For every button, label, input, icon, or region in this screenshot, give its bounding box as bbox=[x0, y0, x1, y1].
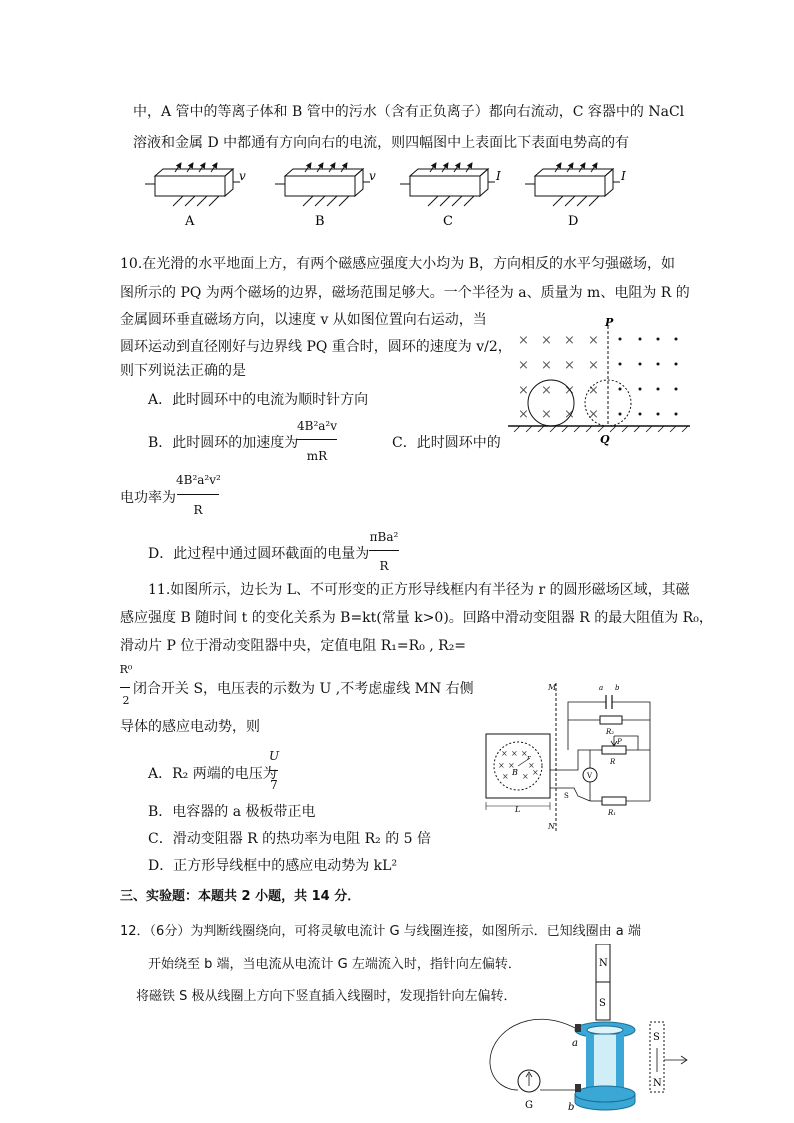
q9-box-b bbox=[275, 163, 370, 206]
q11-line3: 滑动片 P 位于滑动变阻器中央，定值电阻 R₁=R₀ , R₂= bbox=[120, 638, 467, 654]
q12-coil-body bbox=[591, 1034, 619, 1094]
svg-text:×: × bbox=[501, 749, 508, 758]
q11-option-a: A．R₂ 两端的电压为 bbox=[148, 766, 277, 782]
q10-option-b: B．此时圆环的加速度为 bbox=[148, 435, 299, 451]
q11-label-l: L bbox=[515, 805, 521, 814]
q9-figure bbox=[145, 158, 645, 233]
q11-option-a-numerator: U bbox=[268, 749, 280, 763]
q11-line5: 导体的感应电动势，则 bbox=[120, 719, 260, 735]
svg-text:×: × bbox=[522, 772, 529, 781]
q10-option-d-fraction-bar bbox=[369, 550, 399, 551]
q10-label-q: Q bbox=[600, 433, 610, 446]
q11-label-r1: R₁ bbox=[608, 809, 617, 817]
q12-magnet-n: N bbox=[599, 958, 608, 969]
q9-label-d: D bbox=[568, 214, 579, 229]
q11-figure bbox=[478, 678, 663, 838]
q11-option-b: B．电容器的 a 极板带正电 bbox=[148, 804, 316, 820]
svg-text:×: × bbox=[511, 749, 518, 758]
q11-line2: 感应强度 B 随时间 t 的变化关系为 B=kt(常量 k>0)。回路中滑动变阻器 R 的最大阻值为 R₀， bbox=[120, 610, 713, 626]
svg-text:×: × bbox=[518, 358, 529, 373]
q10-cross-field bbox=[518, 333, 599, 422]
q12-figure bbox=[488, 944, 708, 1118]
q9-box-c bbox=[400, 163, 495, 206]
q9-arrow-label-3: I bbox=[621, 169, 626, 183]
q10-label-p: P bbox=[605, 316, 614, 329]
q11-label-r: r bbox=[527, 754, 531, 762]
svg-text:×: × bbox=[564, 333, 575, 348]
q11-label-b-plate: b bbox=[615, 684, 620, 692]
q11-option-d: D．正方形导线框中的感应电动势为 kL² bbox=[148, 858, 398, 874]
q9-box-d bbox=[525, 163, 620, 206]
svg-text:×: × bbox=[541, 333, 552, 348]
q11-rheostat-r bbox=[602, 746, 626, 754]
q11-label-n: N bbox=[548, 822, 555, 831]
q9-line1: 中，A 管中的等离子体和 B 管中的污水（含有正负离子）都向右流动，C 容器中的 NaCl bbox=[133, 104, 685, 120]
q9-label-c: C bbox=[443, 214, 453, 229]
section-heading: 三、实验题：本题共 2 小题，共 14 分． bbox=[120, 889, 361, 904]
q9-arrow-label-2: I bbox=[496, 169, 501, 183]
q9-arrow-label-0: v bbox=[239, 169, 246, 183]
q11-label-rheostat: R bbox=[610, 758, 616, 766]
q11-label-m: M bbox=[548, 683, 557, 692]
svg-text:×: × bbox=[518, 407, 529, 422]
q10-option-b-fraction-bar bbox=[297, 439, 337, 440]
svg-text:×: × bbox=[498, 761, 505, 770]
svg-text:×: × bbox=[508, 761, 515, 770]
q11-label-p: P bbox=[617, 738, 622, 746]
q11-resistor-r2 bbox=[600, 716, 622, 724]
q10-option-d-denominator: R bbox=[379, 559, 389, 573]
q10-option-d: D．此过程中通过圆环截面的电量为 bbox=[148, 546, 370, 562]
q11-label-a: a bbox=[599, 684, 604, 692]
q11-label-b: B bbox=[512, 768, 518, 777]
q10-line1: 10.在光滑的水平地面上方，有两个磁感应强度大小均为 B，方向相反的水平匀强磁场，如 bbox=[120, 256, 676, 272]
q10-option-d-numerator: πBa² bbox=[369, 530, 399, 544]
q9-label-b: B bbox=[315, 214, 325, 229]
q11-resistor-r1 bbox=[602, 797, 626, 805]
q11-label-s: S bbox=[564, 792, 569, 800]
q10-option-c-fraction-bar bbox=[177, 494, 219, 495]
svg-text:×: × bbox=[541, 383, 552, 398]
q12-label-b: b bbox=[568, 1102, 575, 1113]
svg-text:×: × bbox=[532, 768, 539, 777]
q12-magnet-s: S bbox=[599, 998, 606, 1009]
q9-box-a bbox=[145, 163, 240, 206]
q11-option-c: C．滑动变阻器 R 的热功率为电阻 R₂ 的 5 倍 bbox=[148, 831, 432, 847]
q10-option-b-numerator: 4B²a²v bbox=[296, 419, 337, 433]
svg-text:×: × bbox=[528, 761, 535, 770]
q10-line4: 圆环运动到直径刚好与边界线 PQ 重合时，圆环的速度为 v/2， bbox=[120, 339, 512, 355]
q11-label-v: V bbox=[587, 772, 593, 780]
q11-label-r2: R₂ bbox=[606, 728, 615, 736]
q10-option-c-denominator: R bbox=[193, 503, 203, 517]
q10-option-b-denominator: mR bbox=[306, 449, 328, 463]
q12-line1: 12．（6分）为判断线圈绕向，可将灵敏电流计 G 与线圈连接，如图所示．已知线圈由 a 端 bbox=[120, 924, 641, 939]
svg-text:×: × bbox=[588, 333, 599, 348]
q10-ground-hatch bbox=[514, 426, 688, 432]
q12-label-a: a bbox=[572, 1038, 578, 1049]
q10-option-c-cont: 电功率为 bbox=[120, 490, 176, 506]
q11-line1: 11.如图所示，边长为 L、不可形变的正方形导线框内有半径为 r 的圆形磁场区域，其磁 bbox=[148, 582, 690, 598]
svg-text:×: × bbox=[564, 407, 575, 422]
q11-r2-fraction-bar bbox=[120, 687, 130, 688]
q10-line2: 图所示的 PQ 为两个磁场的边界，磁场范围足够大。一个半径为 a、质量为 m、电阻为 R 的 bbox=[120, 285, 690, 301]
svg-text:×: × bbox=[564, 358, 575, 373]
q10-option-c: C．此时圆环中的 bbox=[392, 435, 501, 451]
svg-text:×: × bbox=[588, 358, 599, 373]
q11-option-a-fraction-bar bbox=[270, 770, 278, 771]
q11-r2-numerator: R⁰ bbox=[119, 663, 133, 676]
q9-line2: 溶液和金属 D 中都通有方向向右的电流，则四幅图中上表面比下表面电势高的有 bbox=[133, 135, 630, 151]
q10-dot-field bbox=[619, 338, 678, 416]
svg-text:×: × bbox=[588, 383, 599, 398]
q12-dashed-n: N bbox=[653, 1078, 662, 1089]
q10-option-a: A．此时圆环中的电流为顺时针方向 bbox=[148, 392, 369, 408]
q10-figure bbox=[508, 314, 694, 450]
q12-label-g: G bbox=[525, 1100, 533, 1111]
svg-text:×: × bbox=[541, 358, 552, 373]
svg-text:×: × bbox=[541, 407, 552, 422]
q9-label-a: A bbox=[185, 214, 195, 229]
svg-text:×: × bbox=[521, 749, 528, 758]
q12-line3: 将磁铁 S 极从线圈上方向下竖直插入线圈时，发现指针向左偏转． bbox=[136, 989, 517, 1004]
q10-line3: 金属圆环垂直磁场方向，以速度 v 从如图位置向右运动，当 bbox=[120, 312, 487, 328]
q11-r2-denominator: 2 bbox=[122, 694, 130, 707]
q10-option-c-numerator: 4B²a²v² bbox=[176, 473, 221, 487]
q11-line4: 闭合开关 S，电压表的示数为 U ,不考虑虚线 MN 右侧 bbox=[133, 681, 474, 697]
q11-option-a-denominator: 7 bbox=[270, 778, 278, 792]
q12-dashed-s: S bbox=[653, 1032, 660, 1043]
svg-text:×: × bbox=[518, 383, 529, 398]
svg-text:×: × bbox=[588, 407, 599, 422]
q12-line2: 开始绕至 b 端，当电流从电流计 G 左端流入时，指针向左偏转． bbox=[148, 957, 521, 972]
svg-text:×: × bbox=[502, 772, 509, 781]
svg-text:×: × bbox=[518, 333, 529, 348]
q9-arrow-label-1: v bbox=[369, 169, 376, 183]
svg-text:×: × bbox=[564, 383, 575, 398]
q10-line5: 则下列说法正确的是 bbox=[120, 363, 246, 379]
